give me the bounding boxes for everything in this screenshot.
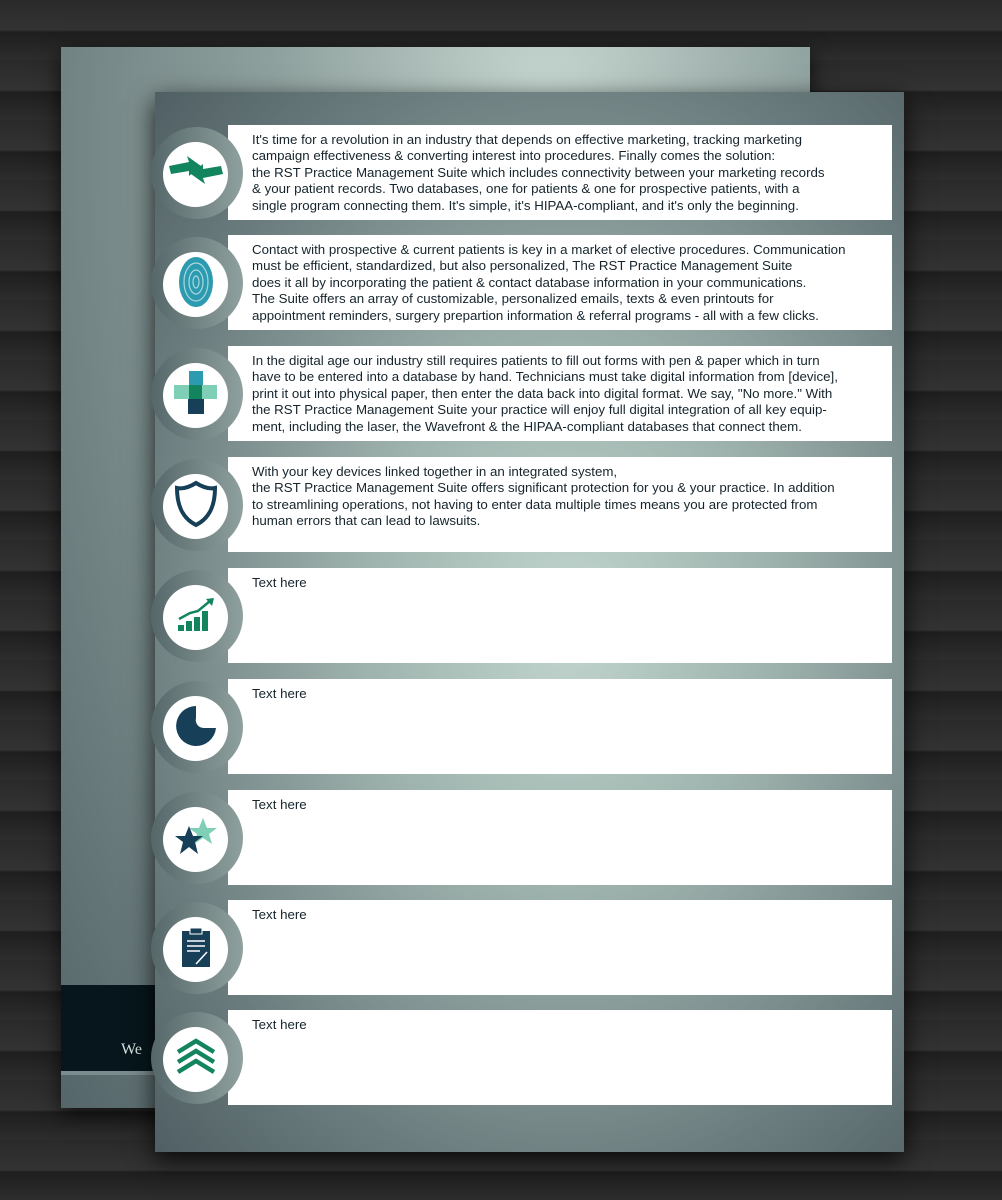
icon-ring [151, 570, 243, 662]
pie-icon [174, 704, 218, 753]
row-text: Text here [252, 686, 307, 701]
icon-ring [151, 127, 243, 219]
row-text: It's time for a revolution in an industry that depends on effective marketing, tracking marketing campaign effectiveness & converting interest into procedures. Finally comes the solution: the RST Practice Management Suite which includes connectivity between your marketing records & your patient records. Two databases, one for patients & one for prospective patients, with a single program connecting them. It's simple, it's HIPAA-compliant, and it's only the beginning. [252, 132, 825, 213]
chevrons-up-icon [175, 1038, 217, 1081]
icon-circle [163, 807, 228, 872]
row-text: With your key devices linked together in an integrated system, the RST Practice Management Suite offers significant protection for you & your practice. In addition to streamlining operations, not having to enter data multiple times means you are protected from human errors that can lead to lawsuits. [252, 464, 835, 529]
front-page [155, 92, 904, 1152]
content-row [155, 235, 904, 330]
row-text: In the digital age our industry still requires patients to fill out forms with pen & paper which in turn have to be entered into a database by hand. Technicians must take digital information from [device], print it out into physical paper, then enter the data back into digital format. We say, "No more." With the RST Practice Management Suite your practice will enjoy full digital integration of all key equip- ment, including the laser, the Wavefront & the HIPAA-compliant databases that connect them. [252, 353, 838, 434]
clipboard-icon [180, 926, 212, 973]
content-row [155, 679, 904, 774]
icon-ring [151, 237, 243, 329]
content-row [155, 1010, 904, 1105]
icon-circle [163, 585, 228, 650]
icon-circle [163, 142, 228, 207]
icon-ring [151, 902, 243, 994]
icon-circle [163, 917, 228, 982]
icon-ring [151, 459, 243, 551]
icon-circle [163, 252, 228, 317]
icon-circle [163, 363, 228, 428]
icon-circle [163, 474, 228, 539]
icon-circle [163, 696, 228, 761]
growth-chart-icon [176, 597, 216, 638]
icon-circle [163, 1027, 228, 1092]
icon-ring [151, 348, 243, 440]
shield-icon [174, 480, 218, 533]
row-text: Text here [252, 1017, 307, 1032]
row-text: Text here [252, 907, 307, 922]
content-row [155, 457, 904, 552]
puzzle-icon [171, 368, 221, 423]
row-text: Text here [252, 797, 307, 812]
icon-ring [151, 792, 243, 884]
content-row [155, 346, 904, 441]
row-text: Text here [252, 575, 307, 590]
content-row [155, 125, 904, 220]
content-row [155, 790, 904, 885]
content-row [155, 568, 904, 663]
back-footer-text: We [121, 1041, 142, 1058]
arrows-exchange-icon [167, 152, 225, 197]
icon-ring [151, 1012, 243, 1104]
row-text: Contact with prospective & current patients is key in a market of elective procedures. Communication must be efficient, standardized, but also personalized, The RST Practice Management Suite does it all by incorporating the patient & contact database information in your communications. The Suite offers an array of customizable, personalized emails, texts & even printouts for appointment reminders, surgery prepartion information & referral programs - all with a few clicks. [252, 242, 846, 323]
content-row [155, 900, 904, 995]
icon-ring [151, 681, 243, 773]
fingerprint-icon [176, 255, 216, 314]
stars-icon [173, 816, 219, 863]
